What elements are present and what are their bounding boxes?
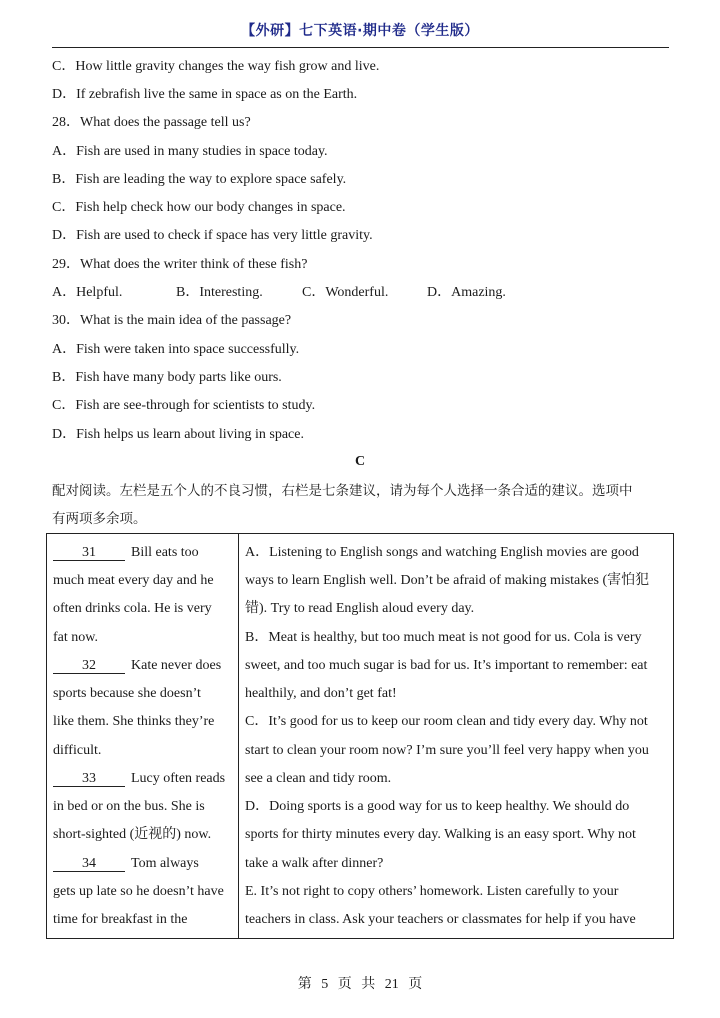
table-left-line: much meat every day and he — [53, 573, 214, 588]
table-left-line: fat now. — [53, 630, 98, 645]
question-30-option-d: D．Fish helps us learn about living in space. — [52, 427, 304, 442]
suggestion-e-line: teachers in class. Ask your teachers or classmates for help if you have — [245, 912, 636, 927]
table-left-line — [53, 657, 221, 675]
question-29-stem: 29．What does the writer think of these fish? — [52, 257, 308, 272]
suggestion-c-line: see a clean and tidy room. — [245, 771, 392, 786]
table-left-line: time for breakfast in the — [53, 912, 188, 927]
page-header-title: 【外研】七下英语·期中卷（学生版） — [241, 23, 479, 39]
suggestion-d-line: take a walk after dinner? — [245, 856, 384, 871]
question-28-option-c: C．Fish help check how our body changes in space. — [52, 200, 346, 215]
left-cell-text: Kate never does — [131, 658, 222, 673]
header-divider — [52, 47, 669, 48]
question-29-option-b: B．Interesting. — [176, 285, 263, 300]
left-cell-text: Tom always — [131, 856, 199, 871]
answer-blank-34[interactable]: 34 — [53, 856, 125, 872]
table-left-line: in bed or on the bus. She is — [53, 799, 205, 814]
table-left-line: sports because she doesn’t — [53, 686, 201, 701]
table-left-line: short-sighted (近视的) now. — [53, 827, 212, 842]
suggestion-a-line: A．Listening to English songs and watching English movies are good — [245, 545, 639, 560]
question-30-stem: 30．What is the main idea of the passage? — [52, 313, 292, 328]
suggestion-c-line: start to clean your room now? I’m sure you’ll feel very happy when you — [245, 743, 649, 758]
answer-blank-33[interactable]: 33 — [53, 771, 125, 787]
question-29-options — [52, 284, 652, 302]
section-instruction-line: 配对阅读。左栏是五个人的不良习惯，右栏是七条建议，请为每个人选择一条合适的建议。选项中 — [52, 483, 633, 499]
table-left-line — [53, 544, 199, 562]
section-instruction-line: 有两项多余项。 — [52, 511, 147, 527]
suggestion-d-line: sports for thirty minutes every day. Walking is an easy sport. Why not — [245, 827, 636, 842]
question-29-option-a: A．Helpful. — [52, 285, 123, 300]
question-29-option-c: C．Wonderful. — [302, 285, 389, 300]
question-30-option-a: A．Fish were taken into space successfully. — [52, 342, 300, 357]
table-left-line — [53, 770, 225, 788]
answer-blank-32[interactable]: 32 — [53, 658, 125, 674]
suggestion-a-line: 错). Try to read English aloud every day. — [245, 601, 475, 616]
question-28-stem: 28．What does the passage tell us? — [52, 115, 251, 130]
answer-blank-31[interactable]: 31 — [53, 545, 125, 561]
suggestion-c-line: C．It’s good for us to keep our room clean and tidy every day. Why not — [245, 714, 648, 729]
page-number-footer: 第 5 页 共 21 页 — [297, 977, 423, 992]
question-28-option-a: A．Fish are used in many studies in space today. — [52, 144, 328, 159]
suggestion-b-line: B．Meat is healthy, but too much meat is not good for us. Cola is very — [245, 630, 642, 645]
question-30-option-c: C．Fish are see-through for scientists to study. — [52, 398, 316, 413]
left-cell-text: Bill eats too — [131, 545, 199, 560]
question-text-line: C．How little gravity changes the way fish grow and live. — [52, 59, 380, 74]
table-left-line: gets up late so he doesn’t have — [53, 884, 224, 899]
table-column-divider — [238, 534, 239, 938]
table-left-line: like them. She thinks they’re — [53, 714, 215, 729]
table-left-line: difficult. — [53, 743, 102, 758]
section-heading: C — [354, 454, 366, 469]
question-29-option-d: D．Amazing. — [427, 285, 506, 300]
question-30-option-b: B．Fish have many body parts like ours. — [52, 370, 282, 385]
question-28-option-b: B．Fish are leading the way to explore space safely. — [52, 172, 347, 187]
suggestion-a-line: ways to learn English well. Don’t be afraid of making mistakes (害怕犯 — [245, 573, 650, 588]
question-28-option-d: D．Fish are used to check if space has very little gravity. — [52, 228, 373, 243]
left-cell-text: Lucy often reads — [131, 771, 226, 786]
table-left-line — [53, 855, 199, 873]
suggestion-b-line: healthily, and don’t get fat! — [245, 686, 397, 701]
matching-table — [46, 533, 674, 939]
suggestion-b-line: sweet, and too much sugar is bad for us. It’s important to remember: eat — [245, 658, 648, 673]
question-text-line: D．If zebrafish live the same in space as on the Earth. — [52, 87, 358, 102]
suggestion-d-line: D．Doing sports is a good way for us to keep healthy. We should do — [245, 799, 630, 814]
table-left-line: often drinks cola. He is very — [53, 601, 212, 616]
suggestion-e-line: E. It’s not right to copy others’ homework. Listen carefully to your — [245, 884, 619, 899]
